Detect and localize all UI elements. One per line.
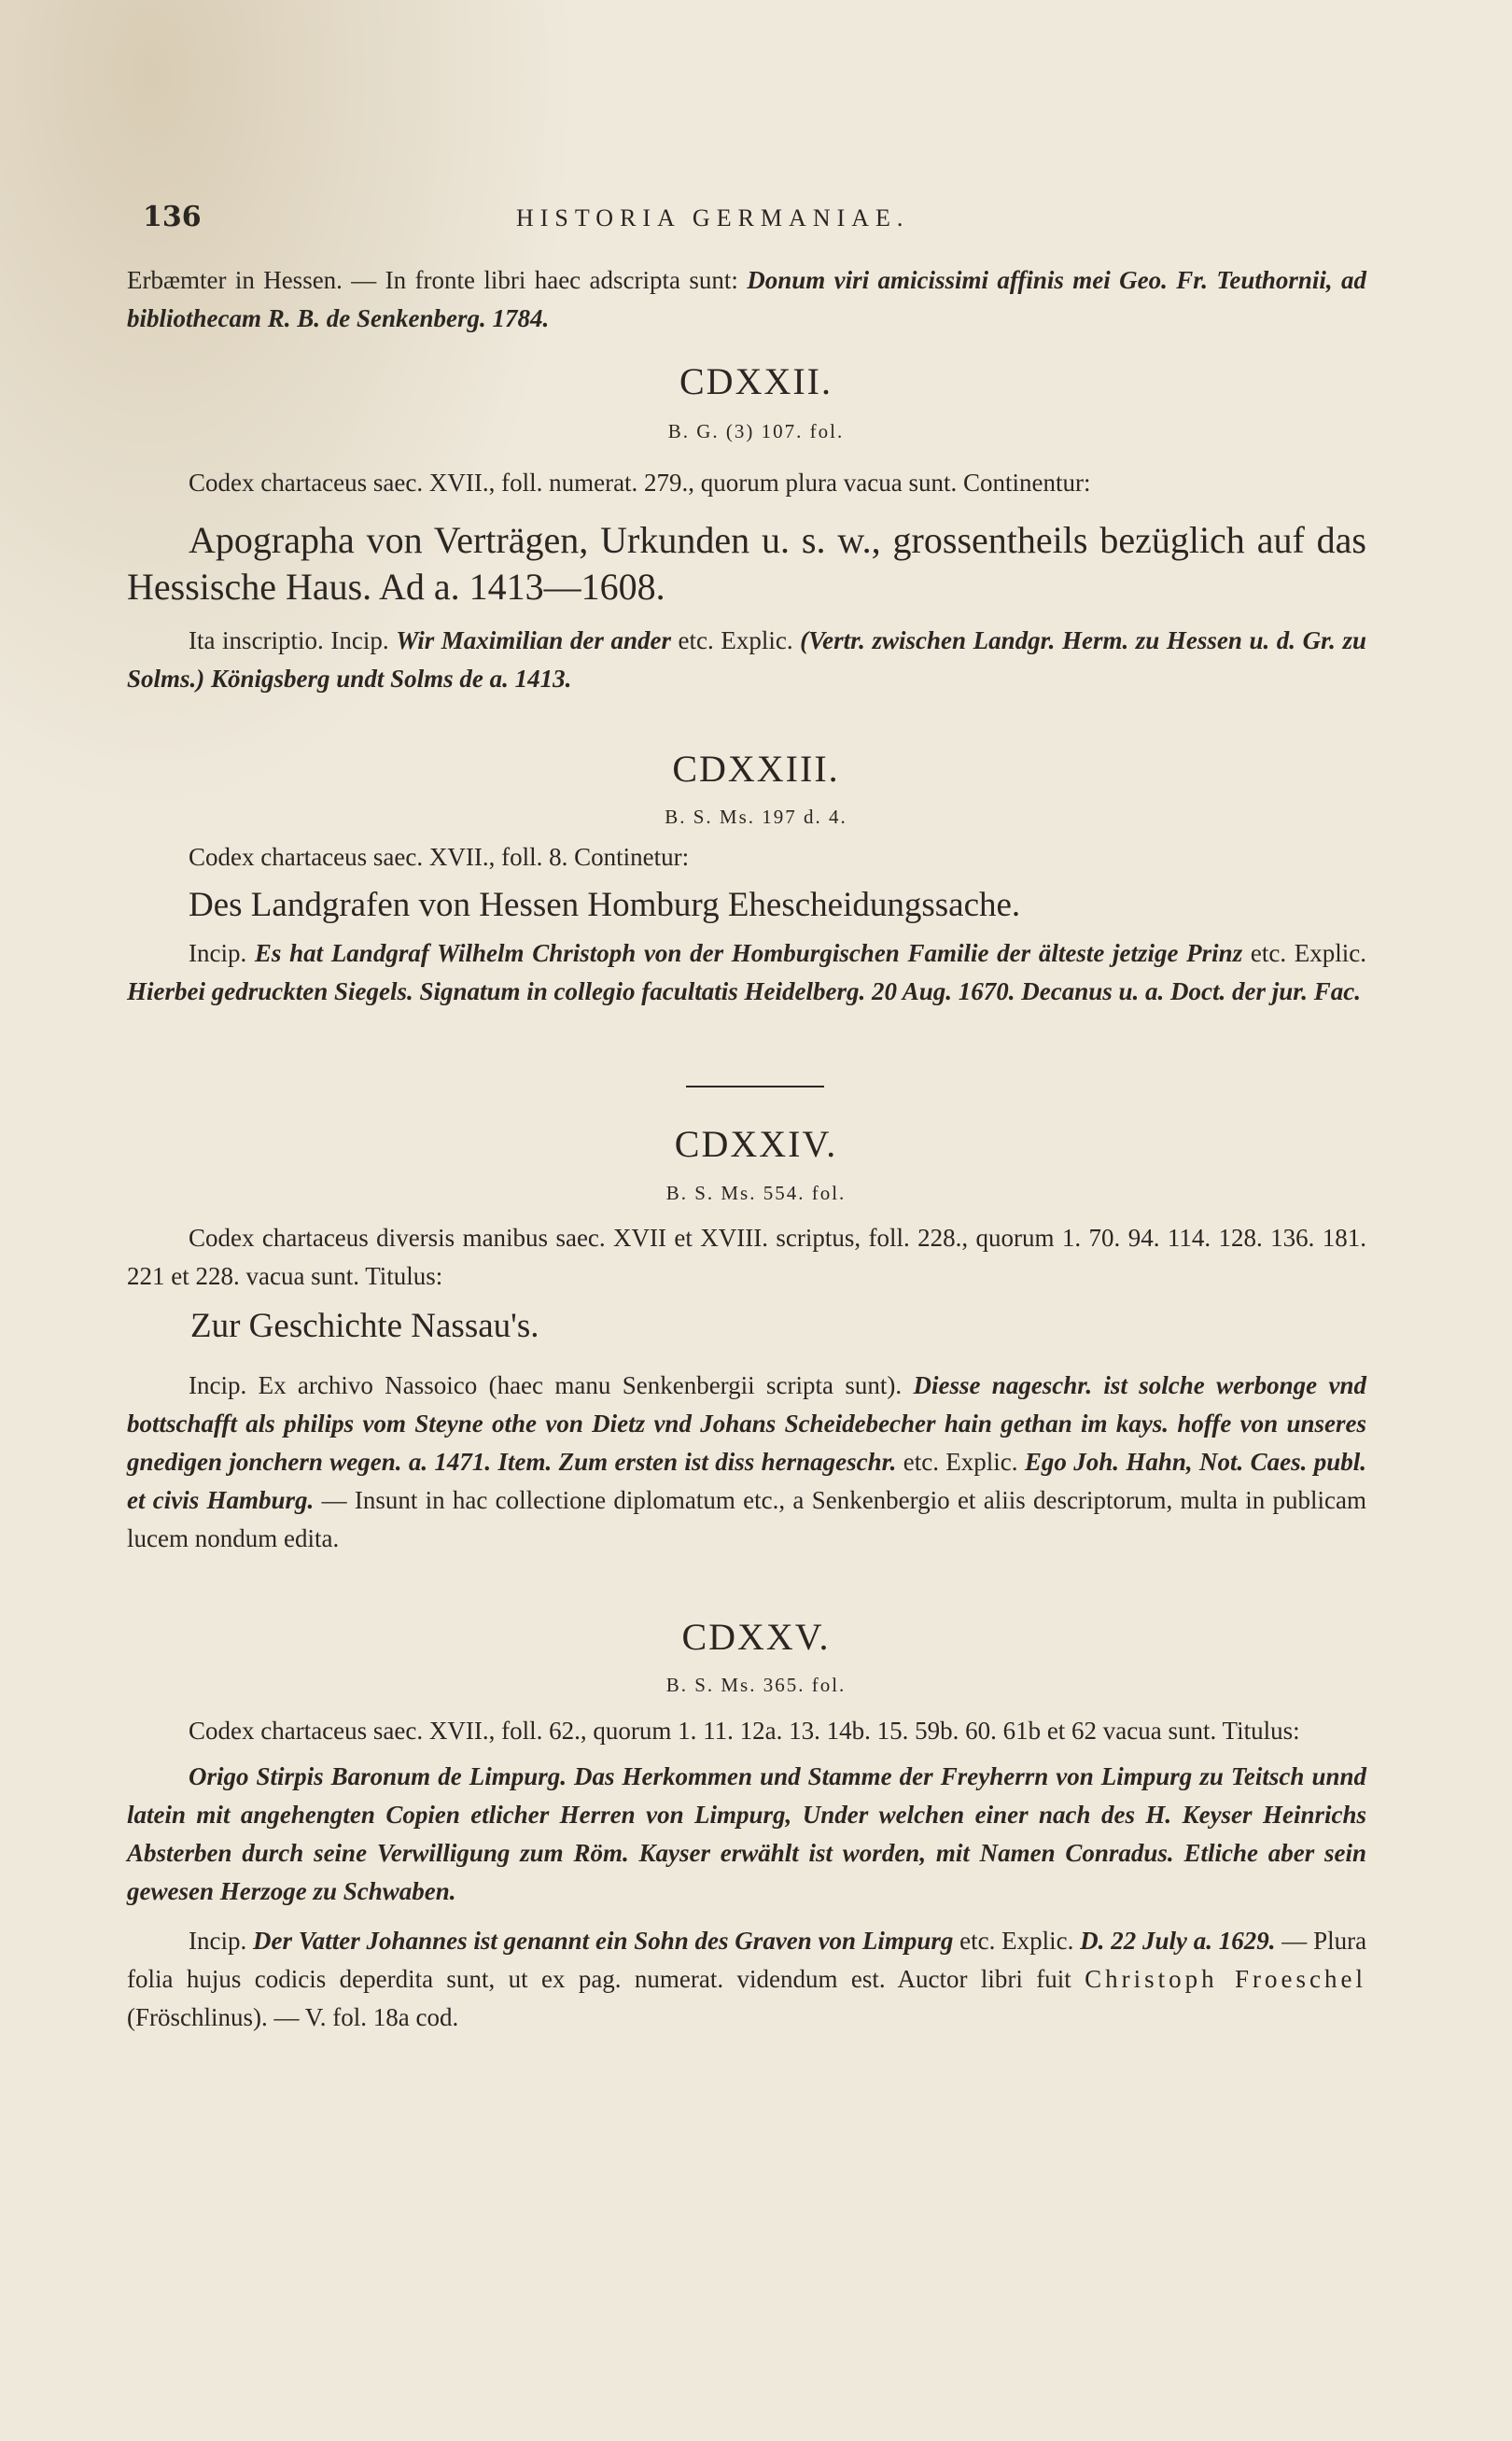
incipit-425-a: Incip. [189,1927,247,1955]
entry-422 [127,464,1366,698]
incipit-424-c: etc. Explic. [903,1448,1018,1476]
incipit-425-e: — Plura folia hujus codicis deperdita sunt, ut ex pag. numerat. videndum est. Auctor libri fuit [127,1927,1367,1993]
entry-number-425: CDXXV. [681,1616,831,1658]
incipit-424-b: Diesse nageschr. ist solche werbonge vnd bottschafft als philips vom Steyne othe von Dietz vnd Johans Scheidebecher hain gethan im kays. hoffe von unseres gnedigen jonchern wegen. a. 1471. Item. Zum ersten ist diss hernageschr. [127,1371,1366,1476]
incipit-423-a: Incip. [189,939,247,967]
incipit-422 [127,622,1366,698]
incipit-425-d: D. 22 July a. 1629. [1080,1927,1276,1955]
shelfmark-424: B. S. Ms. 554. fol. [665,1182,847,1204]
shelfmark-425: B. S. Ms. 365. fol. [665,1674,847,1696]
title-424: Zur Geschichte Nassau's. [190,1307,539,1345]
incipit-425-b: Der Vatter Johannes ist genannt ein Sohn des Graven von Limpurg [253,1927,954,1955]
title-422: Apographa von Verträgen, Urkunden u. s. w., grossentheils bezüglich auf das Hessische Haus. Ad a. 1413—1608. [127,519,1366,608]
author-name: Christoph Froeschel [1085,1965,1366,1993]
incipit-423 [127,934,1366,1011]
incipit-423-d: Hierbei gedruckten Siegels. Signatum in collegio facultatis Heidelberg. 20 Aug. 1670. Decanus u. a. Doct. der jur. Fac. [127,977,1362,1005]
incipit-423-c: etc. Explic. [1250,939,1367,967]
incipit-425 [127,1922,1366,2037]
entry-number-422: CDXXII. [679,360,833,402]
running-title: HISTORIA GERMANIAE. [516,204,910,231]
entry-425 [127,1712,1366,2037]
page-number: 136 [143,201,202,233]
description-423: Codex chartaceus saec. XVII., foll. 8. Continetur: [189,843,690,871]
incipit-425-c: etc. Explic. [959,1927,1074,1955]
description-425: Codex chartaceus saec. XVII., foll. 62., quorum 1. 11. 12a. 13. 14b. 15. 59b. 60. 61b et 62 vacua sunt. Titulus: [189,1717,1300,1745]
section-divider [686,1086,824,1087]
incipit-423-b: Es hat Landgraf Wilhelm Christoph von der Homburgischen Familie der älteste jetzige Prinz [254,939,1243,967]
entry-424 [127,1219,1366,1558]
incipit-422-d: (Vertr. zwischen Landgr. Herm. zu Hessen u. d. Gr. zu Solms.) Königsberg undt Solms de a. 1413. [127,626,1366,693]
incipit-424-a: Incip. Ex archivo Nassoico (haec manu Senkenbergii scripta sunt). [189,1371,903,1399]
shelfmark-423: B. S. Ms. 197 d. 4. [665,806,847,828]
incipit-424-d: Ego Joh. Hahn, Not. Caes. publ. et civis Hamburg. [127,1448,1367,1514]
entry-number-423: CDXXIII. [672,748,840,790]
intro-paragraph [127,261,1366,338]
incipit-422-b: Wir Maximilian der ander [396,626,671,654]
intro-text: Erbæmter in Hessen. — In fronte libri haec adscripta sunt: [127,266,738,294]
title-423: Des Landgrafen von Hessen Homburg Ehescheidungssache. [189,886,1021,924]
incipit-424 [127,1367,1366,1558]
shelfmark-422: B. G. (3) 107. fol. [667,420,845,442]
incipit-425-f: (Fröschlinus). — V. fol. 18a cod. [127,2003,459,2031]
title-425 [127,1758,1366,1911]
entry-423 [127,838,1366,1011]
description-424: Codex chartaceus diversis manibus saec. XVII et XVIII. scriptus, foll. 228., quorum 1. 70. 94. 114. 128. 136. 181. 221 et 228. vacua sunt. Titulus: [127,1224,1366,1290]
intro-italic: Donum viri amicissimi affinis mei Geo. Fr. Teuthornii, ad bibliothecam R. B. de Senkenberg. 1784. [127,266,1367,332]
incipit-422-c: etc. Explic. [678,626,793,654]
incipit-424-e: — Insunt in hac collectione diplomatum etc., a Senkenbergio et aliis descriptorum, multa in publicam lucem nondum edita. [127,1486,1367,1552]
entry-number-424: CDXXIV. [674,1123,838,1165]
title-425-text: Origo Stirpis Baronum de Limpurg. Das Herkommen und Stamme der Freyherrn von Limpurg zu Teitsch unnd latein mit angehengten Copien etlicher Herren von Limpurg, Under welchen einer nach des H. Keyser Heinrichs Absterben durch seine Verwilligung zum Röm. Kayser erwählt ist worden, mit Namen Conradus. Etliche aber sein gewesen Herzoge zu Schwaben. [127,1762,1366,1905]
incipit-422-a: Ita inscriptio. Incip. [189,626,389,654]
running-header [143,201,1365,238]
description-422: Codex chartaceus saec. XVII., foll. numerat. 279., quorum plura vacua sunt. Continentur: [189,469,1091,497]
